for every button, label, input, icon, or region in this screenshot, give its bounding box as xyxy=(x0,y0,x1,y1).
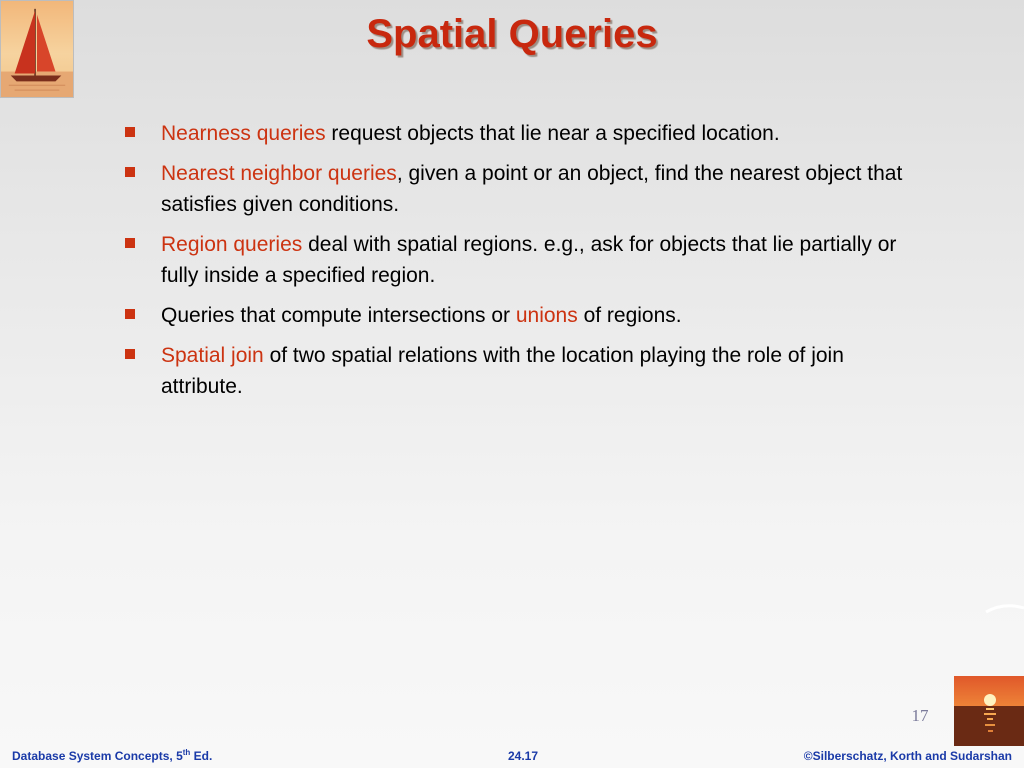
bullet-highlight: unions xyxy=(515,304,578,327)
bullet-nearest-neighbor-queries xyxy=(124,158,924,220)
bullet-list xyxy=(124,118,924,411)
bullet-text: deal with spatial regions. e.g., ask for objects that lie partially or fully inside a specified region. xyxy=(161,233,897,287)
bullet-text: of regions. xyxy=(577,304,682,327)
bullet-region-queries xyxy=(124,229,924,291)
slide-title: Spatial Queries xyxy=(366,12,658,56)
footer-slide-number: 24.17 xyxy=(508,749,539,763)
bullet-highlight: Spatial join xyxy=(161,344,264,367)
square-bullet-icon xyxy=(125,167,135,177)
bullet-spatial-join xyxy=(124,340,924,402)
footer-book-title: Database System Concepts, 5th Ed. xyxy=(12,748,213,763)
footer-copyright: ©Silberschatz, Korth and Sudarshan xyxy=(803,749,1012,763)
bullet-nearness-queries xyxy=(124,118,924,149)
bullet-highlight: Region queries xyxy=(161,233,303,256)
bullet-text-pre: Queries that compute intersections or xyxy=(161,304,516,327)
bullet-highlight: Nearness queries xyxy=(161,122,326,145)
bullet-highlight: Nearest neighbor queries xyxy=(161,162,397,185)
bullet-text: request objects that lie near a specified location. xyxy=(325,122,780,145)
bullet-intersections-unions xyxy=(124,300,924,331)
bullet-text: , given a point or an object, find the nearest object that satisfies given conditions. xyxy=(161,162,903,216)
sunset-image xyxy=(954,676,1024,746)
square-bullet-icon xyxy=(125,127,135,137)
page-number: 17 xyxy=(911,706,929,725)
square-bullet-icon xyxy=(125,349,135,359)
square-bullet-icon xyxy=(125,238,135,248)
footer xyxy=(0,746,1024,768)
bullet-text: of two spatial relations with the location playing the role of join attribute. xyxy=(161,344,844,398)
swoosh-decoration xyxy=(984,600,1024,616)
square-bullet-icon xyxy=(125,309,135,319)
